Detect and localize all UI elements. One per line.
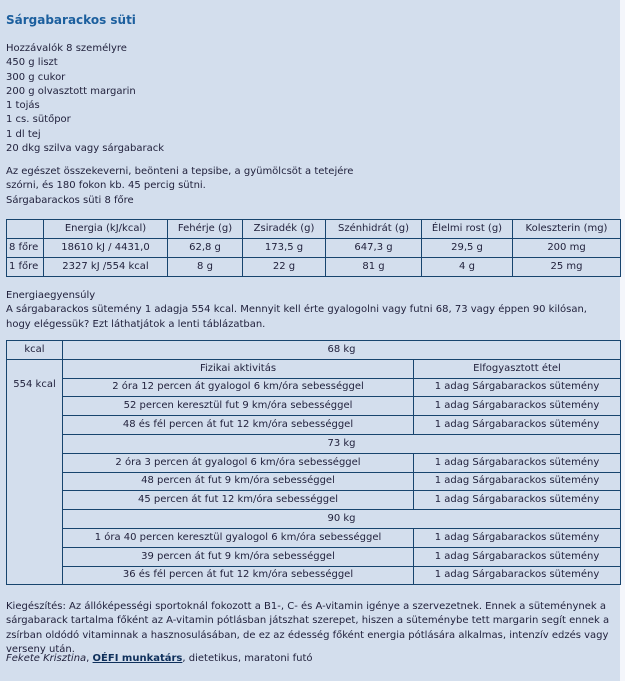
notes-paragraph: Kiegészítés: Az állóképességi sportoknál fokozott a B1-, C- és A-vitamin igénye a szervezetnek. Ennek a süteménynek a sárgabarack tartalma főként az A-vitamin pótlásban játszhat szerepet, hiszen a süteménybe tett margarin segít ennek a zsírban oldódó vitaminnak a hasznosulásában, de ez az édesség főként energia pótlására alkalmas, intenzív edzés vagy verseny után. [6,601,610,655]
kcal-cell [7,359,63,585]
food-cell: 1 adag Sárgabarackos sütemény [414,378,621,397]
activity-cell: 1 óra 40 percen keresztül gyalogol 6 km/óra sebességgel [63,528,414,547]
author-name: Fekete Krisztina [6,653,87,664]
activity-cell: 52 percen keresztül fut 9 km/óra sebességgel [63,397,414,416]
instructions [6,165,606,208]
nutrition-header-cell: Élelmi rost (g) [422,220,513,239]
table-row [7,397,621,416]
table-row [7,547,621,566]
table-cell: 200 mg [513,239,621,258]
author-line [6,652,313,666]
food-header: Elfogyasztott étel [414,359,621,378]
ingredient-item: 1 tojás [6,100,40,112]
table-row [7,359,621,378]
ingredient-item: 200 g olvasztott margarin [6,85,136,97]
table-cell: 8 g [168,258,243,277]
table-row [7,472,621,491]
energy-table [6,340,621,585]
nutrition-header-cell: Koleszterin (mg) [513,220,621,239]
food-cell: 1 adag Sárgabarackos sütemény [414,472,621,491]
table-row [7,341,621,360]
activity-header: Fizikai aktivitás [63,359,414,378]
table-row [7,528,621,547]
table-row [7,378,621,397]
table-cell: 4 g [422,258,513,277]
instruction-line: szórni, és 180 fokon kb. 45 percig sütni. [6,180,206,192]
table-cell: 81 g [326,258,422,277]
table-cell: 173,5 g [243,239,326,258]
table-row [7,491,621,510]
ingredients-list [6,42,164,156]
energy-balance-section [6,289,606,332]
ingredient-item: 450 g liszt [6,57,58,69]
activity-cell: 36 és fél percen át fut 12 km/óra sebességgel [63,566,414,585]
nutrition-header-cell: Energia (kJ/kcal) [44,220,168,239]
food-cell: 1 adag Sárgabarackos sütemény [414,416,621,435]
table-cell: 22 g [243,258,326,277]
page-title: Sárgabarackos süti [6,13,136,27]
nutrition-header-cell: Szénhidrát (g) [326,220,422,239]
food-cell: 1 adag Sárgabarackos sütemény [414,397,621,416]
ingredient-item: 1 dl tej [6,128,41,140]
table-row [7,566,621,585]
table-cell: 2327 kJ /554 kcal [44,258,168,277]
food-cell: 1 adag Sárgabarackos sütemény [414,547,621,566]
table-cell: 1 főre [7,258,44,277]
energy-heading: Energiaegyensúly [6,290,96,301]
kcal-header: kcal [7,341,63,360]
table-row [7,453,621,472]
serving-caption: Sárgabarackos süti 8 főre [6,194,134,206]
table-row [7,258,621,277]
ingredient-item: 20 dkg szilva vagy sárgabarack [6,143,165,155]
food-cell: 1 adag Sárgabarackos sütemény [414,566,621,585]
table-row [7,510,621,529]
author-separator: , [86,653,90,664]
activity-cell: 39 percen át fut 9 km/óra sebességgel [63,547,414,566]
food-cell: 1 adag Sárgabarackos sütemény [414,453,621,472]
activity-cell: 48 és fél percen át fut 12 km/óra sebességgel [63,416,414,435]
table-row [7,239,621,258]
table-cell: 25 mg [513,258,621,277]
activity-cell: 2 óra 3 percen át gyalogol 6 km/óra sebességgel [63,453,414,472]
weight-group-header: 73 kg [63,434,621,453]
activity-cell: 2 óra 12 percen át gyalogol 6 km/óra sebességgel [63,378,414,397]
author-affiliation-link[interactable]: OÉFI munkatárs [92,653,183,664]
kcal-value: 554 kcal [13,378,56,390]
table-row [7,434,621,453]
table-cell: 62,8 g [168,239,243,258]
author-role: , dietetikus, maratoni futó [182,653,313,664]
ingredients-heading: Hozzávalók 8 személyre [6,43,127,54]
table-cell: 647,3 g [326,239,422,258]
activity-cell: 48 percen át fut 9 km/óra sebességgel [63,472,414,491]
table-row [7,416,621,435]
activity-cell: 45 percen át fut 12 km/óra sebességgel [63,491,414,510]
food-cell: 1 adag Sárgabarackos sütemény [414,491,621,510]
nutrition-header-row [7,220,621,239]
nutrition-header-cell [7,220,44,239]
weight-group-header: 68 kg [63,341,621,360]
weight-group-header: 90 kg [63,510,621,529]
ingredient-item: 1 cs. sütőpor [6,114,71,126]
nutrition-table [6,219,621,277]
food-cell: 1 adag Sárgabarackos sütemény [414,528,621,547]
nutrition-header-cell: Zsiradék (g) [243,220,326,239]
table-cell: 8 főre [7,239,44,258]
nutrition-header-cell: Fehérje (g) [168,220,243,239]
ingredient-item: 300 g cukor [6,71,66,83]
instruction-line: Az egészet összekeverni, beönteni a tepsibe, a gyümölcsöt a tetejére [6,166,354,177]
table-cell: 29,5 g [422,239,513,258]
table-cell: 18610 kJ / 4431,0 [44,239,168,258]
energy-text: A sárgabarackos sütemény 1 adagja 554 kcal. Mennyit kell érte gyalogolni vagy futni 68, 73 vagy éppen 90 kilósan, hogy elégessük? Ezt láthatjátok a lenti táblázatban. [6,304,587,330]
